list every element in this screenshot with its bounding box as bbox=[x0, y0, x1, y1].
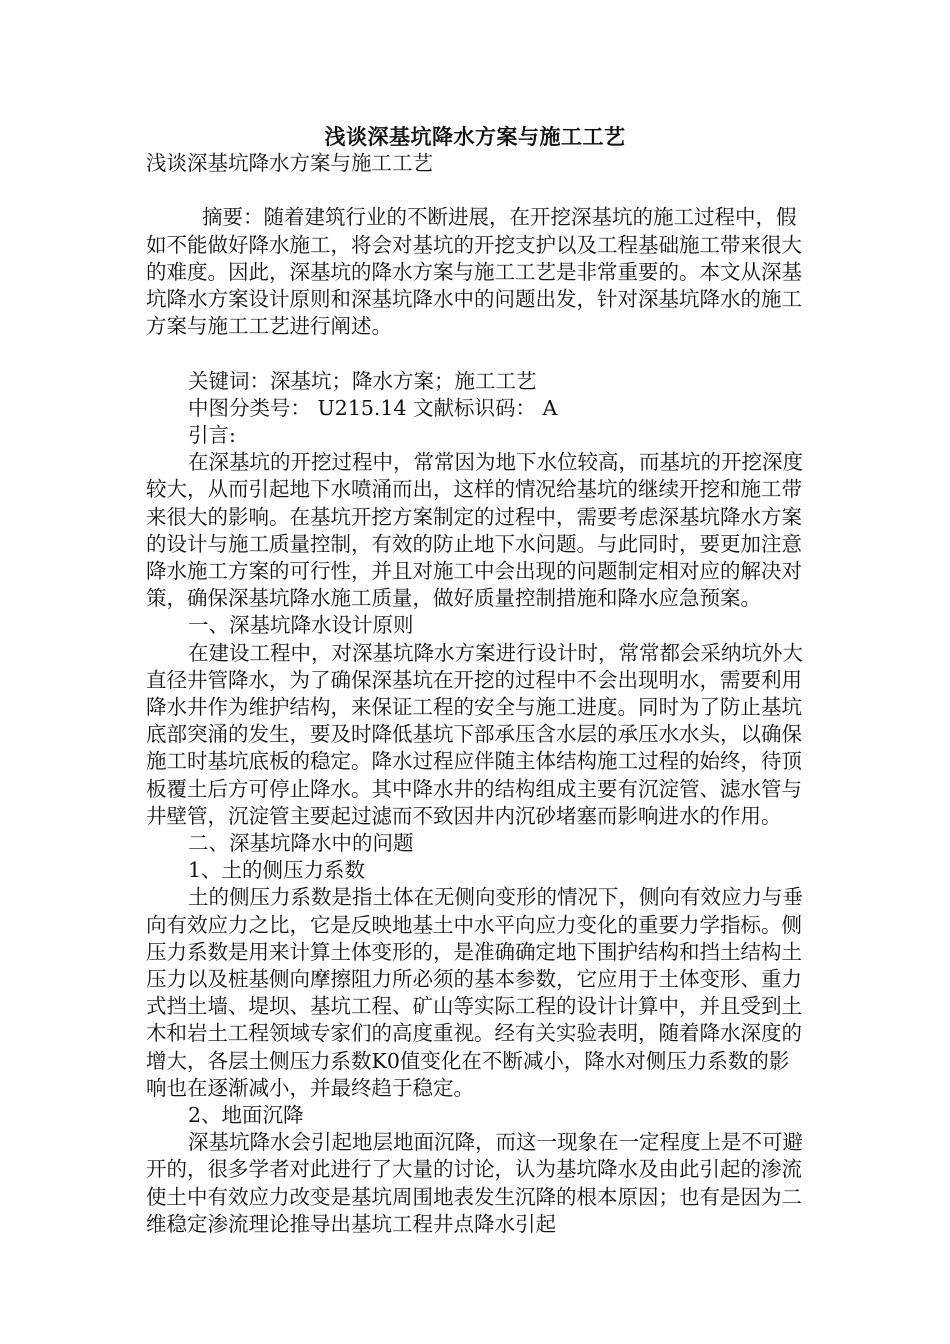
intro-label: 引言: bbox=[188, 423, 236, 447]
blank-line bbox=[146, 177, 806, 204]
subsection2-paragraph: 深基坑降水会引起地层地面沉降，而这一现象在一定程度上是不可避开的，很多学者对此进行了大量的讨论，认为基坑降水及由此引起的渗流使土中有效应力改变是基坑周围地表发生沉降的根本原因；也有是因为二维稳定渗流理论推导出基坑工程井点降水引起 bbox=[146, 1130, 803, 1236]
section1-paragraph: 在建设工程中，对深基坑降水方案进行设计时，常常都会采纳坑外大直径井管降水，为了确保深基坑在开挖的过程中不会出现明水，需要利用降水井作为维护结构，来保证工程的安全与施工进度。同时为了防止基坑底部突涌的发生，要及时降低基坑下部承压含水层的承压水水头，以确保施工时基坑底板的稳定。降水过程应伴随主体结构施工过程的始终，待顶板覆土后方可停止降水。其中降水井的结构组成主要有沉淀管、滤水管与井壁管，沉淀管主要起过滤而不致因井内沉砂堵塞而影响进水的作用。 bbox=[146, 640, 803, 828]
section2-heading: 二、深基坑降水中的问题 bbox=[188, 831, 414, 856]
document-subtitle: 浅谈深基坑降水方案与施工工艺 bbox=[146, 151, 433, 175]
subsection1-paragraph: 土的侧压力系数是指土体在无侧向变形的情况下，侧向有效应力与垂向有效应力之比，它是反映地基土中水平向应力变化的重要力学指标。侧压力系数是用来计算土体变形的，是准确确定地下围护结构和挡土结构土压力以及桩基侧向摩擦阻力所必须的基本参数，它应用于土体变形、重力式挡土墙、堤坝、基坑工程、矿山等实际工程的设计计算中，并且受到土木和岩土工程领域专家们的高度重视。经有关实验表明，随着降水深度的增大，各层土侧压力系数K0值变化在不断减小，降水对侧压力系数的影响也在逐渐减小，并最终趋于稳定。 bbox=[146, 885, 803, 1100]
document-body bbox=[146, 150, 806, 1238]
keywords-line: 关键词：深基坑；降水方案；施工工艺 bbox=[188, 368, 537, 393]
blank-line bbox=[146, 340, 806, 367]
abstract-paragraph: 摘要：随着建筑行业的不断进展，在开挖深基坑的施工过程中，假如不能做好降水施工，将会对基坑的开挖支护以及工程基础施工带来很大的难度。因此，深基坑的降水方案与施工工艺是非常重要的。本文从深基坑降水方案设计原则和深基坑降水中的问题出发，针对深基坑降水的施工方案与施工工艺进行阐述。 bbox=[146, 205, 802, 339]
intro-paragraph: 在深基坑的开挖过程中，常常因为地下水位较高，而基坑的开挖深度较大，从而引起地下水喷涌而出，这样的情况给基坑的继续开挖和施工带来很大的影响。在基坑开挖方案制定的过程中，需要考虑深基坑降水方案的设计与施工质量控制，有效的防止地下水问题。与此同时，要更加注意降水施工方案的可行性，并且对施工中会出现的问题制定相对应的解决对策，确保深基坑降水施工质量，做好质量控制措施和降水应急预案。 bbox=[146, 450, 803, 611]
classification-line: 中图分类号： U215.14 文献标识码： A bbox=[188, 395, 558, 420]
subsection2-heading: 2、地面沉降 bbox=[188, 1103, 304, 1128]
document-title: 浅谈深基坑降水方案与施工工艺 bbox=[324, 124, 626, 149]
section1-heading: 一、深基坑降水设计原则 bbox=[188, 613, 414, 638]
subsection1-heading: 1、土的侧压力系数 bbox=[188, 858, 366, 883]
